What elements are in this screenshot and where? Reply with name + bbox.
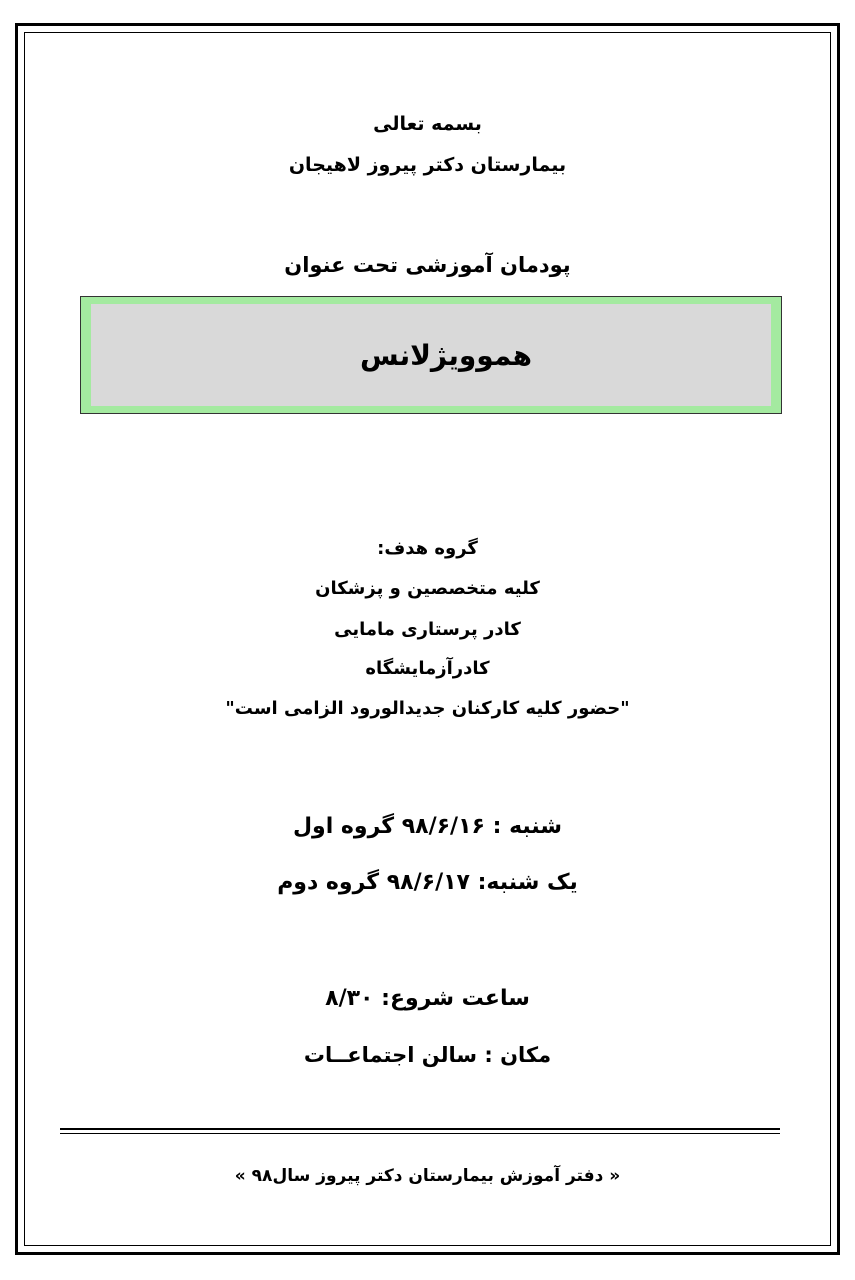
module-intro: پودمان آموزشی تحت عنوان: [284, 253, 571, 277]
schedule-item: یک شنبه: ۹۸/۶/۱۷ گروه دوم: [277, 870, 578, 895]
attendance-note: "حضور کلیه کارکنان جدیدالورود الزامی است": [225, 698, 630, 719]
title-box: [80, 296, 782, 414]
footer-text: « دفتر آموزش بیمارستان دکتر پیروز سال۹۸ »: [234, 1166, 621, 1186]
target-group-heading: گروه هدف:: [377, 538, 478, 559]
target-group-item: کلیه متخصصین و پزشکان: [315, 578, 540, 599]
document-title: هموویژلانس: [359, 338, 533, 372]
footer-divider-thin: [60, 1133, 780, 1134]
target-group-item: کادرآزمایشگاه: [365, 658, 490, 679]
hospital-name: بیمارستان دکتر پیروز لاهیجان: [288, 154, 567, 176]
footer-divider: [60, 1128, 780, 1130]
target-group-item: کادر پرستاری مامایی: [334, 619, 521, 640]
start-time: ساعت شروع: ۸/۳۰: [325, 986, 530, 1011]
title-panel: [91, 304, 771, 406]
location: مکان : سالن اجتماعــات: [303, 1043, 552, 1067]
schedule-item: شنبه : ۹۸/۶/۱۶ گروه اول: [292, 814, 563, 839]
invocation: بسمه تعالی: [373, 113, 482, 135]
